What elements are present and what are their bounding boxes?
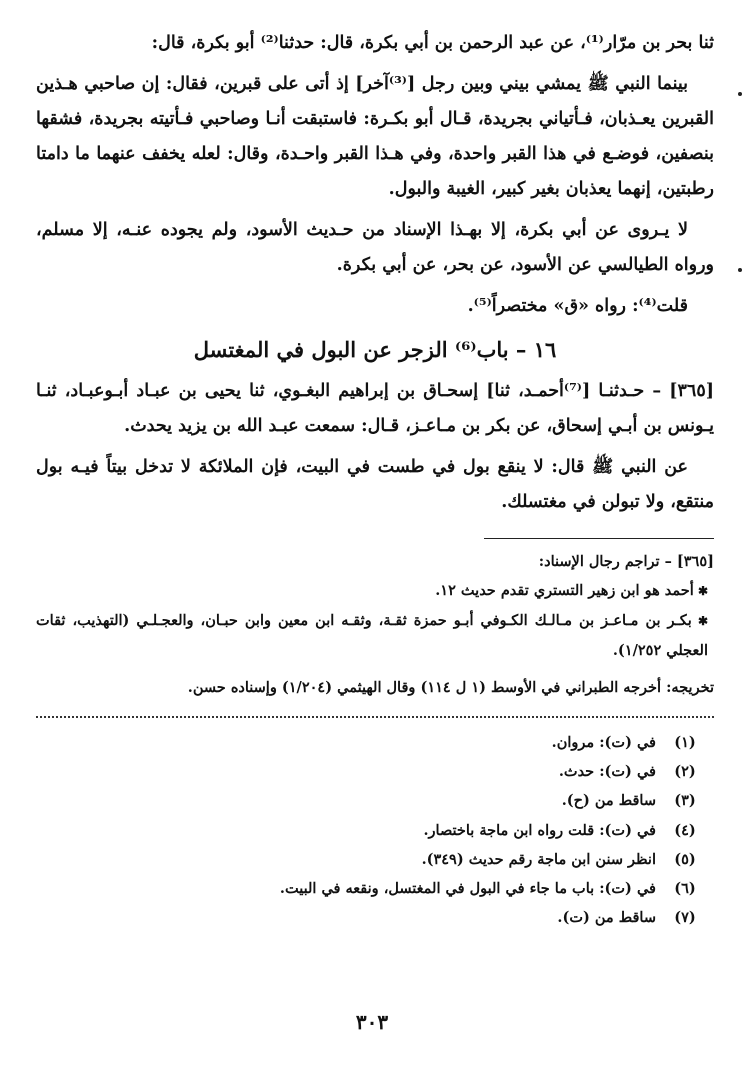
footnote-item <box>36 903 714 932</box>
footnote-number: (٤) <box>674 821 696 839</box>
footnote-item <box>36 816 714 845</box>
margin-mark <box>738 92 742 96</box>
footnote-number: (٢) <box>674 763 696 781</box>
hadith-2-matn: عن النبي ﷺ قال: لا ينقع بول في طست في البيت، فإن الملائكة لا تدخل بيتاً فيـه بول منتقع، ولا تبولن في مغتسلك. <box>36 457 714 512</box>
hadith-2-isnad: – حـدثنـا [⁽⁷⁾أحمـد، ثنا] إسحـاق بن إبراهيم البغـوي، ثنا يحيى بن عبـاد أبـوعبـاد، ثنـا يـونس بن أبـي إسحاق، عن بكر بن مـاعـز، قـال: سمعت عبـد الله بن يزيد يحدث. <box>36 381 714 436</box>
book-page <box>36 26 714 1062</box>
takhrij-line: تخريجه: أخرجه الطبراني في الأوسط (١ ل ١١٤) وقال الهيثمي (١/٢٠٤) وإسناده حسن. <box>187 679 714 696</box>
chapter-title: ١٦ – باب⁽⁶⁾ الزجر عن البول في المغتسل <box>193 337 557 362</box>
rijal-section <box>36 547 714 702</box>
commentary-paragraph: لا يـروى عن أبي بكرة، إلا بهـذا الإسناد من حـديث الأسود، ولم يجوده عنـه، إلا مسلم، ورواه الطيالسي عن الأسود، عن بحر، عن أبي بكرة. <box>36 220 714 275</box>
footnotes-divider <box>36 716 714 718</box>
footnote-number: (٥) <box>674 850 696 868</box>
footnote-item <box>36 786 714 815</box>
footnote-text: في (ت): مروان. <box>551 734 656 751</box>
footnote-number: (٣) <box>674 792 696 810</box>
footnote-text: انظر سنن ابن ماجة رقم حديث (٣٤٩). <box>421 850 656 868</box>
footnote-number: (٧) <box>674 909 696 927</box>
footnote-number: (٦) <box>674 880 696 898</box>
footnote-text: في (ت): باب ما جاء في البول في المغتسل، ونقعه في البيت. <box>279 880 656 898</box>
hadith-1-text: بينما النبي ﷺ يمشي بيني وبين رجل [⁽³⁾آخر] إذ أتى على قبرين، فقال: إن صاحبي هـذين القبرين يعـذبان، فـأتياني بجريدة، قـال أبو بكـرة: فاستبقت أنـا وصاحبي فـأتيته بجريدة، فشقها بنصفين، فوضـع في هذا القبر واحدة، وفي هـذا القبر واحـدة، وقال: لعله يخفف عنهما ما دامتا رطبتين، إنهما يعذبان بغير كبير، الغيبة والبول. <box>36 74 714 199</box>
footnote-item <box>36 728 714 757</box>
intro-line: ثنا بحر بن مرّار⁽¹⁾، عن عبد الرحمن بن أبي بكرة، قال: حدثنا⁽²⁾ أبو بكرة، قال: <box>151 33 714 53</box>
footnote-text: في (ت): قلت رواه ابن ماجة باختصار. <box>423 821 656 839</box>
footnote-text: ساقط من (ح). <box>561 792 656 810</box>
hadith-2-isnad-paragraph <box>36 374 714 444</box>
footnote-number: (١) <box>674 734 696 751</box>
footnote-item <box>36 845 714 874</box>
hadith-number: [٣٦٥] <box>669 381 714 401</box>
margin-mark <box>738 268 742 272</box>
footnote-text: في (ت): حدث. <box>558 763 656 781</box>
qult-line: قلت⁽⁴⁾: رواه «ق» مختصراً⁽⁵⁾. <box>467 296 688 316</box>
footnote-item <box>36 874 714 903</box>
rijal-header: [٣٦٥] – تراجم رجال الإسناد: <box>538 553 714 570</box>
page-number: ٣٠٣ <box>355 1010 389 1034</box>
notes-divider <box>484 538 714 539</box>
rijal-item: ✱ أحمد هو ابن زهير التستري تقدم حديث ١٢. <box>36 576 714 606</box>
footnote-text: ساقط من (ت). <box>557 909 656 927</box>
footnote-item <box>36 757 714 786</box>
footnotes-list <box>36 728 714 932</box>
rijal-item: ✱ بكـر بن مـاعـز بن مـالـك الكـوفي أبـو حمزة ثقـة، وثقـه ابن معين وابن حبـان، والعجـلـي (التهذيب، ثقات العجلي ١/٢٥٢). <box>36 606 714 665</box>
